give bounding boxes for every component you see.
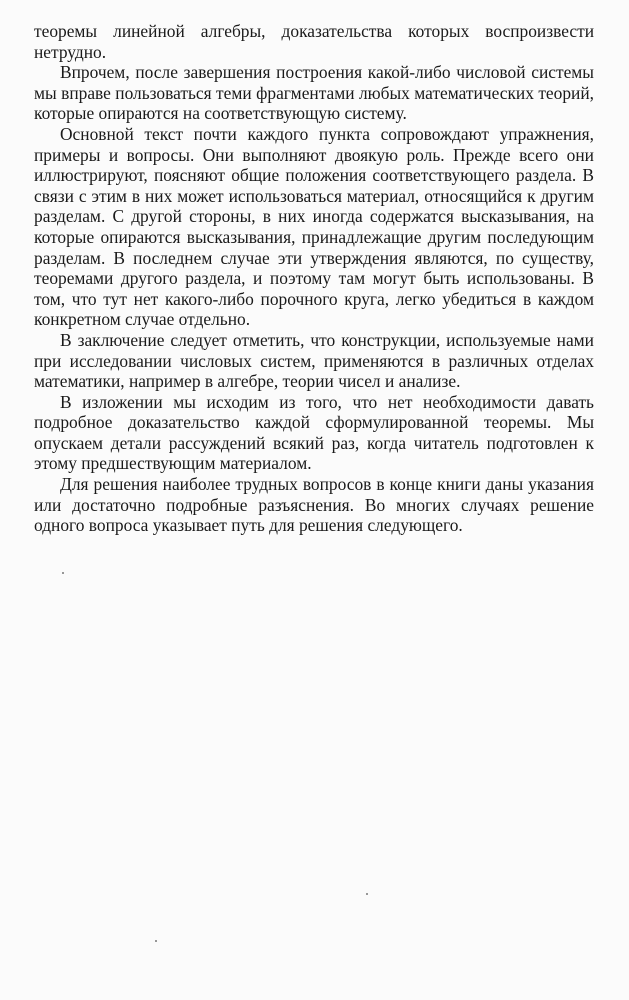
paragraph-continuation: теоремы линейной алгебры, доказательства которых воспроизвести нетрудно.: [34, 21, 594, 62]
paragraph-number-systems: Впрочем, после завершения построения какой-либо числовой системы мы вправе пользоваться теми фрагментами любых математических теорий, которые опираются на соответствующую систему.: [34, 62, 594, 124]
scan-speck: [62, 572, 64, 574]
paragraph-exercises: Основной текст почти каждого пункта сопровождают упражнения, примеры и вопросы. Они выполняют двоякую роль. Прежде всего они иллюстрируют, поясняют общие положения соответствующего раздела. В связи с этим в них может использоваться материал, относящийся к другим разделам. С другой стороны, в них иногда содержатся высказывания, на которые опираются высказывания, принадлежащие другим последующим разделам. В последнем случае эти утверждения являются, по существу, теоремами другого раздела, и поэтому там могут быть использованы. В том, что тут нет какого-либо порочного круга, легко убедиться в каждом конкретном случае отдельно.: [34, 123, 594, 330]
paragraph-proofs: В изложении мы исходим из того, что нет необходимости давать подробное доказательство каждой сформулированной теоремы. Мы опускаем детали рассуждений всякий раз, когда читатель подготовлен к этому предшествующим материалом.: [34, 391, 594, 474]
paragraph-conclusion: В заключение следует отметить, что конструкции, используемые нами при исследовании числовых систем, применяются в различных отделах математики, например в алгебре, теории чисел и анализе.: [34, 329, 594, 392]
body-text: [34, 21, 594, 536]
paragraph-hints: Для решения наиболее трудных вопросов в конце книги даны указания или достаточно подробные разъяснения. Во многих случаях решение одного вопроса указывает путь для решения следующего.: [34, 474, 594, 536]
scan-speck: [155, 940, 157, 942]
scan-speck: [366, 893, 368, 895]
